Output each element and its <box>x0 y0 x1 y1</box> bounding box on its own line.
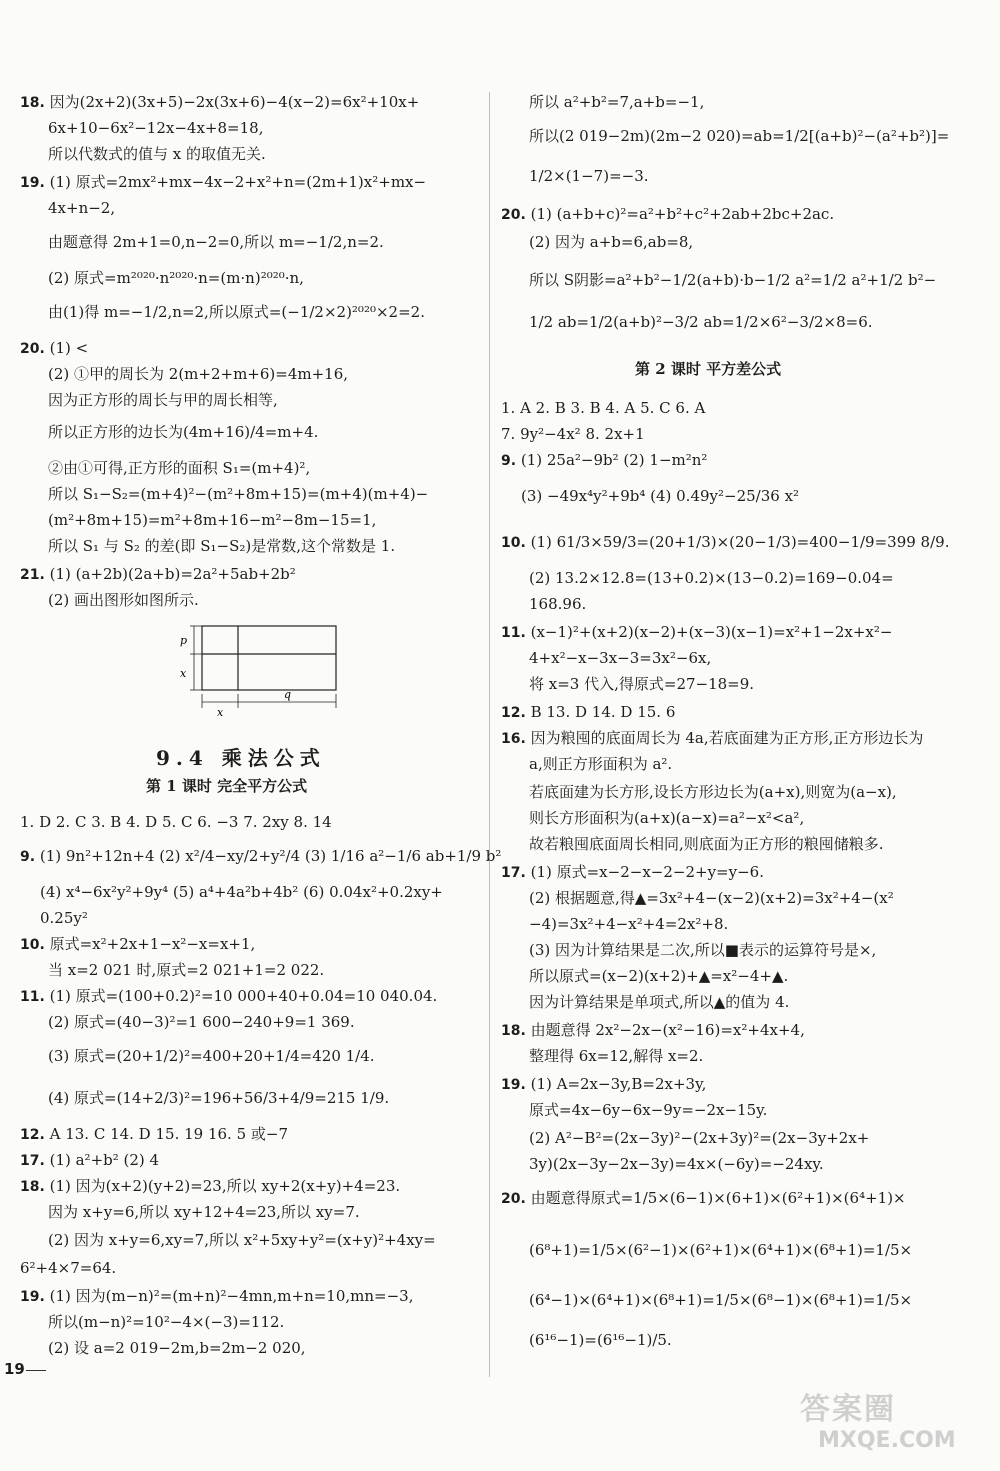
answer-line: −4)=3x²+4−x²+4=2x²+8. <box>529 915 729 933</box>
answer-line: 所以 a²+b²=7,a+b=−1, <box>529 93 705 111</box>
answer-line: ②由①可得,正方形的面积 S₁=(m+4)², <box>48 459 311 477</box>
page-number-dash <box>26 1370 46 1371</box>
answer-line: 168.96. <box>529 595 587 613</box>
answer-line: 21. (1) (a+2b)(2a+b)=2a²+5ab+2b² <box>20 565 296 583</box>
answer-line: 18. 由题意得 2x²−2x−(x²−16)=x²+4x+4, <box>501 1021 805 1039</box>
answer-line: (2) ①甲的周长为 2(m+2+m+6)=4m+16, <box>48 365 349 383</box>
answer-line: (3) −49x⁴y²+9b⁴ (4) 0.49y²−25/36 x² <box>521 487 800 505</box>
answer-line: 1. D 2. C 3. B 4. D 5. C 6. −3 7. 2xy 8. 14 <box>20 813 332 831</box>
answer-line: (2) A²−B²=(2x−3y)²−(2x+3y)²=(2x−3y+2x+ <box>529 1129 870 1147</box>
answer-line: (m²+8m+15)=m²+8m+16−m²−8m−15=1, <box>48 511 377 529</box>
answer-line: 当 x=2 021 时,原式=2 021+1=2 022. <box>48 961 325 979</box>
column-divider <box>489 92 490 1377</box>
answer-line: (6¹⁶−1)=(6¹⁶−1)/5. <box>529 1331 672 1349</box>
answer-line: (3) 原式=(20+1/2)²=400+20+1/4=420 1/4. <box>48 1047 375 1065</box>
answer-line: (4) x⁴−6x²y²+9y⁴ (5) a⁴+4a²b+4b² (6) 0.04x²+0.2xy+ <box>40 883 443 901</box>
answer-line: 4+x²−x−3x−3=3x²−6x, <box>529 649 712 667</box>
answer-line: 17. (1) 原式=x−2−x−2−2+y=y−6. <box>501 863 764 881</box>
answer-line: (2) 原式=m²⁰²⁰·n²⁰²⁰·n=(m·n)²⁰²⁰·n, <box>48 269 304 287</box>
answer-line: 11. (x−1)²+(x+2)(x−2)+(x−3)(x−1)=x²+1−2x+x²− <box>501 623 893 641</box>
answer-line: 18. (1) 因为(x+2)(y+2)=23,所以 xy+2(x+y)+4=23. <box>20 1177 401 1195</box>
answer-line: 9. (1) 9n²+12n+4 (2) x²/4−xy/2+y²/4 (3) 1/16 a²−1/6 ab+1/9 b² <box>20 847 502 865</box>
page-number: 19 <box>4 1360 25 1378</box>
answer-line: (2) 画出图形如图所示. <box>48 591 199 609</box>
answer-line: 20. (1) < <box>20 339 89 357</box>
answer-line: (2) 根据题意,得▲=3x²+4−(x−2)(x+2)=3x²+4−(x² <box>529 889 894 907</box>
answer-line: 19. (1) A=2x−3y,B=2x+3y, <box>501 1075 707 1093</box>
answer-line: 12. A 13. C 14. D 15. 19 16. 5 或−7 <box>20 1125 289 1143</box>
answer-line: 原式=4x−6y−6x−9y=−2x−15y. <box>529 1101 768 1119</box>
label-x-side: x <box>180 667 187 680</box>
answer-line: (4) 原式=(14+2/3)²=196+56/3+4/9=215 1/9. <box>48 1089 390 1107</box>
rectangle-diagram <box>176 620 346 720</box>
answer-line: 所以原式=(x−2)(x+2)+▲=x²−4+▲. <box>529 967 789 985</box>
label-p: p <box>180 634 188 647</box>
label-x-bottom: x <box>217 706 224 719</box>
answer-line: 所以(m−n)²=10²−4×(−3)=112. <box>48 1313 285 1331</box>
watermark-url: MXQE.COM <box>818 1428 956 1453</box>
answer-line: 3y)(2x−3y−2x−3y)=4x×(−6y)=−24xy. <box>529 1155 824 1173</box>
answer-line: 1/2 ab=1/2(a+b)²−3/2 ab=1/2×6²−3/2×8=6. <box>529 313 873 331</box>
answer-line: 若底面建为长方形,设长方形边长为(a+x),则宽为(a−x), <box>529 783 897 801</box>
answer-line: 1/2×(1−7)=−3. <box>529 167 649 185</box>
answer-line: (2) 设 a=2 019−2m,b=2m−2 020, <box>48 1339 306 1357</box>
answer-line: 10. (1) 61/3×59/3=(20+1/3)×(20−1/3)=400−1/9=399 8/9. <box>501 533 950 551</box>
answer-line: (6⁸+1)=1/5×(6²−1)×(6²+1)×(6⁴+1)×(6⁸+1)=1/5× <box>529 1241 913 1259</box>
answer-line: 19. (1) 原式=2mx²+mx−4x−2+x²+n=(2m+1)x²+mx− <box>20 173 427 191</box>
answer-line: (6⁴−1)×(6⁴+1)×(6⁸+1)=1/5×(6⁸−1)×(6⁸+1)=1/5× <box>529 1291 913 1309</box>
answer-line: 故若粮囤底面周长相同,则底面为正方形的粮囤储粮多. <box>529 835 884 853</box>
answer-line: 整理得 6x=12,解得 x=2. <box>529 1047 704 1065</box>
answer-line: 由(1)得 m=−1/2,n=2,所以原式=(−1/2×2)²⁰²⁰×2=2. <box>48 303 425 321</box>
answer-line: 则长方形面积为(a+x)(a−x)=a²−x²<a², <box>529 809 805 827</box>
lesson-title-2: 第 2 课时 平方差公式 <box>635 360 782 378</box>
answer-line: 所以 S₁−S₂=(m+4)²−(m²+8m+15)=(m+4)(m+4)− <box>48 485 429 503</box>
answer-line: 7. 9y²−4x² 8. 2x+1 <box>501 425 645 443</box>
answer-line: 所以 S阴影=a²+b²−1/2(a+b)·b−1/2 a²=1/2 a²+1/2 b²− <box>529 271 937 289</box>
answer-line: (2) 原式=(40−3)²=1 600−240+9=1 369. <box>48 1013 355 1031</box>
answer-line: 20. (1) (a+b+c)²=a²+b²+c²+2ab+2bc+2ac. <box>501 205 835 223</box>
answer-line: (2) 因为 x+y=6,xy=7,所以 x²+5xy+y²=(x+y)²+4xy= <box>48 1231 436 1249</box>
answer-line: 由题意得 2m+1=0,n−2=0,所以 m=−1/2,n=2. <box>48 233 384 251</box>
answer-line: 将 x=3 代入,得原式=27−18=9. <box>529 675 755 693</box>
answer-line: 4x+n−2, <box>48 199 116 217</box>
watermark-logo: 答案圈 <box>800 1392 896 1427</box>
answer-line: 所以(2 019−2m)(2m−2 020)=ab=1/2[(a+b)²−(a²+b²)]= <box>529 127 950 145</box>
answer-line: 因为正方形的周长与甲的周长相等, <box>48 391 278 409</box>
answer-line: 16. 因为粮囤的底面周长为 4a,若底面建为正方形,正方形边长为 <box>501 729 924 747</box>
section-title: 9.4 乘法公式 <box>156 746 326 770</box>
answer-line: 因为 x+y=6,所以 xy+12+4=23,所以 xy=7. <box>48 1203 360 1221</box>
answer-line: 18. 因为(2x+2)(3x+5)−2x(3x+6)−4(x−2)=6x²+10x+ <box>20 93 420 111</box>
answer-line: (2) 因为 a+b=6,ab=8, <box>529 233 694 251</box>
answer-line: 所以正方形的边长为(4m+16)/4=m+4. <box>48 423 319 441</box>
answer-line: 17. (1) a²+b² (2) 4 <box>20 1151 160 1169</box>
lesson-title: 第 1 课时 完全平方公式 <box>146 777 308 795</box>
answer-line: 9. (1) 25a²−9b² (2) 1−m²n² <box>501 451 708 469</box>
answer-line: 11. (1) 原式=(100+0.2)²=10 000+40+0.04=10 040.04. <box>20 987 438 1005</box>
answer-line: 所以 S₁ 与 S₂ 的差(即 S₁−S₂)是常数,这个常数是 1. <box>48 537 396 555</box>
answer-line: 10. 原式=x²+2x+1−x²−x=x+1, <box>20 935 256 953</box>
answer-line: 19. (1) 因为(m−n)²=(m+n)²−4mn,m+n=10,mn=−3, <box>20 1287 414 1305</box>
label-q: q <box>284 688 292 701</box>
answer-line: 0.25y² <box>40 909 88 927</box>
answer-line: a,则正方形面积为 a². <box>529 755 673 773</box>
answer-line: 20. 由题意得原式=1/5×(6−1)×(6+1)×(6²+1)×(6⁴+1)× <box>501 1189 906 1207</box>
answer-line: (2) 13.2×12.8=(13+0.2)×(13−0.2)=169−0.04= <box>529 569 894 587</box>
answer-line: 1. A 2. B 3. B 4. A 5. C 6. A <box>501 399 706 417</box>
answer-line: (3) 因为计算结果是二次,所以■表示的运算符号是×, <box>529 941 877 959</box>
answer-line: 6x+10−6x²−12x−4x+8=18, <box>48 119 264 137</box>
answer-line: 6²+4×7=64. <box>20 1259 117 1277</box>
answer-line: 因为计算结果是单项式,所以▲的值为 4. <box>529 993 790 1011</box>
answer-line: 12. B 13. D 14. D 15. 6 <box>501 703 676 721</box>
answer-line: 所以代数式的值与 x 的取值无关. <box>48 145 266 163</box>
